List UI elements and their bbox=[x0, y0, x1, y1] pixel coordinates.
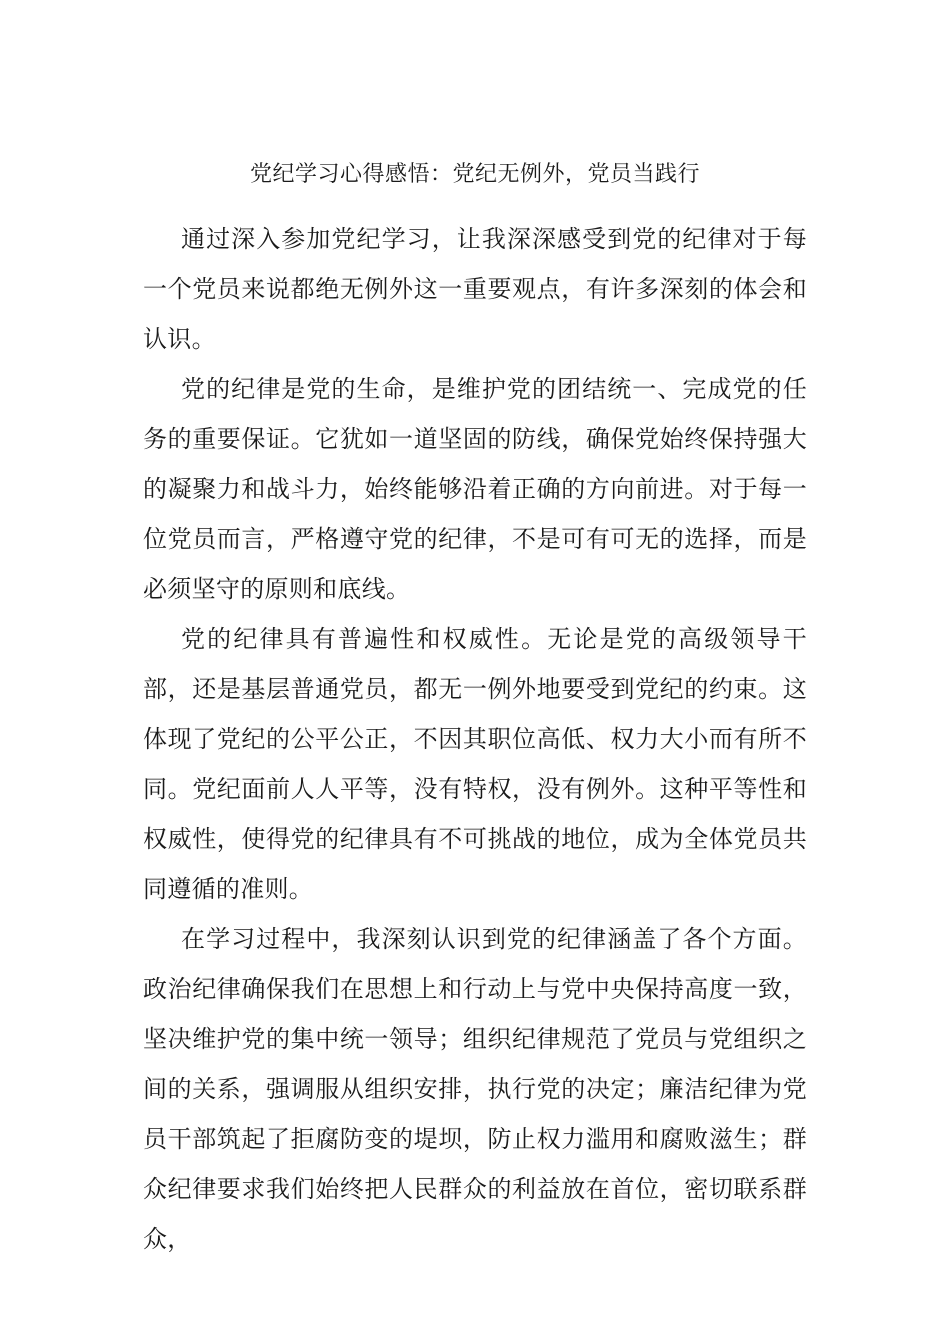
paragraph-2: 党的纪律是党的生命，是维护党的团结统一、完成党的任务的重要保证。它犹如一道坚固的防线，确保党始终保持强大的凝聚力和战斗力，始终能够沿着正确的方向前进。对于每一位党员而言，严格遵守党的纪律，不是可有可无的选择，而是必须坚守的原则和底线。 bbox=[143, 375, 807, 603]
paragraph-1: 通过深入参加党纪学习，让我深深感受到党的纪律对于每一个党员来说都绝无例外这一重要观点，有许多深刻的体会和认识。 bbox=[143, 225, 807, 353]
document-title: 党纪学习心得感悟：党纪无例外，党员当践行 bbox=[249, 162, 700, 187]
paragraph-4: 在学习过程中，我深刻认识到党的纪律涵盖了各个方面。政治纪律确保我们在思想上和行动上与党中央保持高度一致，坚决维护党的集中统一领导；组织纪律规范了党员与党组织之间的关系，强调服从组织安排，执行党的决定；廉洁纪律为党员干部筑起了拒腐防变的堤坝，防止权力滥用和腐败滋生；群众纪律要求我们始终把人民群众的利益放在首位，密切联系群众， bbox=[143, 925, 807, 1253]
paragraph-3: 党的纪律具有普遍性和权威性。无论是党的高级领导干部，还是基层普通党员，都无一例外地要受到党纪的约束。这体现了党纪的公平公正，不因其职位高低、权力大小而有所不同。党纪面前人人平等，没有特权，没有例外。这种平等性和权威性，使得党的纪律具有不可挑战的地位，成为全体党员共同遵循的准则。 bbox=[143, 625, 807, 903]
document-page bbox=[143, 150, 807, 1264]
